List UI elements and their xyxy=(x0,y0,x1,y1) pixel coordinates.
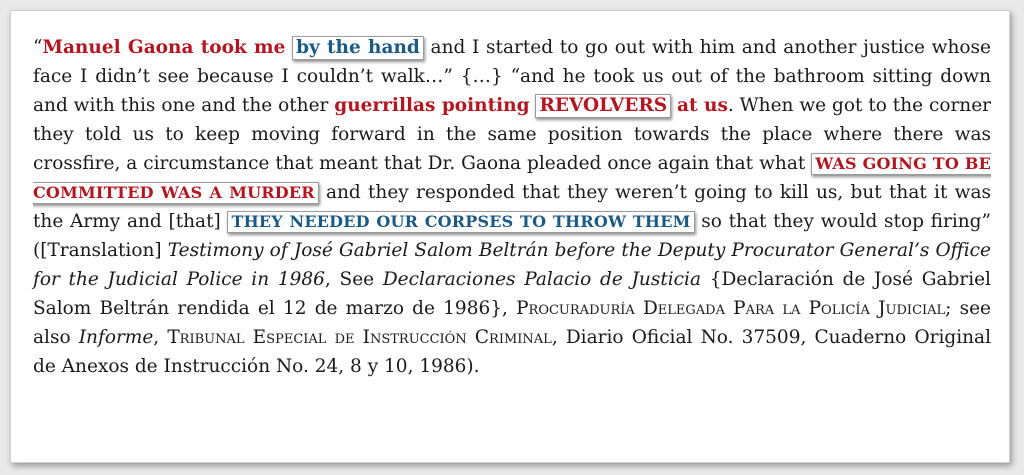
quote-card xyxy=(10,10,1010,463)
citation-testimony: Testimony of José Gabriel Salom Beltrán before the Deputy Procurator General’s Office for the Judicial Police in 1986 xyxy=(33,240,991,290)
citation-procuraduria: Procuraduría Delegada Para la Policía Judicial xyxy=(516,298,946,319)
testimony-quote xyxy=(33,33,991,381)
citation-text-3: ; see also xyxy=(33,298,991,348)
citation-declaraciones: Declaraciones Palacio de Justicia xyxy=(382,269,701,290)
citation-text-1: , See xyxy=(324,269,383,290)
citation-text-2: {Declaración de José Gabriel Salom Beltrán rendida el 12 de marzo de 1986}, xyxy=(33,269,991,319)
citation-informe: Informe xyxy=(78,327,154,348)
highlight-revolvers: REVOLVERS xyxy=(535,94,671,118)
quote-text-1: and I started to go out with him and another justice whose face I didn’t see because I couldn’t walk…” {…} “and he took us out of the bathroom sitting down and with this one and the other xyxy=(33,37,991,116)
quote-text-3: and they responded that they weren’t going to kill us, but that it was the Army and [that] xyxy=(33,182,991,232)
open-quote: “ xyxy=(33,37,43,58)
highlight-at-us: at us xyxy=(677,95,728,116)
highlight-manuel-gaona: Manuel Gaona took me xyxy=(42,37,286,58)
highlight-guerrillas-pointing: guerrillas pointing xyxy=(334,95,530,116)
citation-tribunal: Tribunal Especial de Instrucción Criminal xyxy=(167,327,552,348)
quote-text-4: so that they would stop firing” ([Translation] xyxy=(33,211,991,261)
highlight-by-the-hand: by the hand xyxy=(292,36,424,60)
citation-text-4: , xyxy=(153,327,168,348)
citation-text-5: , Diario Oficial No. 37509, Cuaderno Original de Anexos de Instrucción No. 24, 8 y 10, 1986). xyxy=(33,327,992,377)
highlight-corpses: THEY NEEDED OUR CORPSES TO THROW THEM xyxy=(227,211,694,233)
highlight-murder: WAS GOING TO BE COMMITTED WAS A MURDER xyxy=(33,154,992,202)
quote-text-2: . When we got to the corner they told us to keep moving forward in the same position towards the place where there was crossfire, a circumstance that meant that Dr. Gaona pleaded once again that what xyxy=(33,95,992,174)
